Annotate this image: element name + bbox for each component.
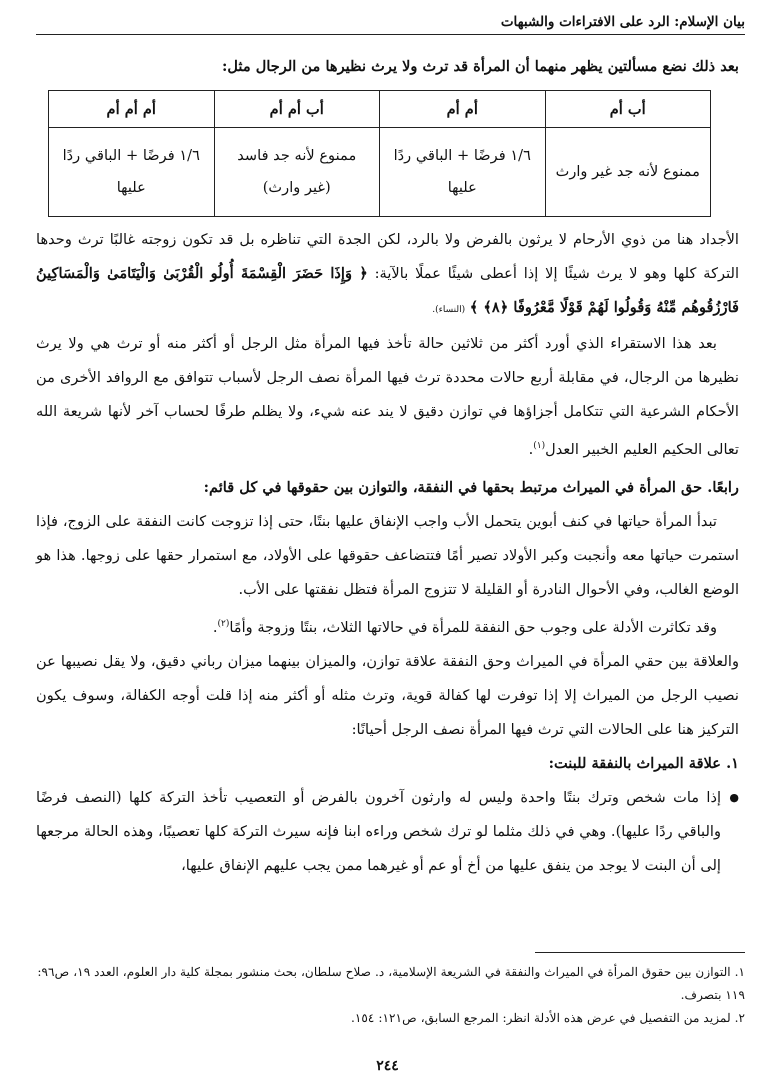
bullet-text: ● إذا مات شخص وترك بنتًا واحدة وليس له وارثون آخرون بالفرض أو التعصيب تأخذ التركة كلها (النصف فرضًا والباقي ردًا عليها). وهي في ذلك مثلما لو ترك شخص وراءه ابنا فإنه سيرث التركة كلها تعصيبًا، وهذه الحالة مرجعها إلى أن البنت لا يوجد من ينفق عليها من أخ أو عم أو غيرهما ممن يجب عليهم الإنفاق عليها، bbox=[36, 788, 721, 874]
paragraph-life-stages: تبدأ المرأة حياتها في كنف أبوين يتحمل الأب واجب الإنفاق عليها بنتًا، حتى إذا تزوجت كانت النفقة على الزوج، فإذا استمرت حياتها معه وأنجبت وكبر الأولاد تصير أمًا فتتضاعف حقوقها على الأولاد، مع استمرار حقها على زوجها. هذا هو الوضع الغالب، وفي الأحوال النادرة أو القليلة لا تتزوج المرأة فتظل نفقتها على الأب. bbox=[36, 512, 739, 598]
list-item bbox=[36, 781, 721, 883]
table-row bbox=[49, 128, 711, 217]
running-header: بيان الإسلام: الرد على الافتراءات والشبهات bbox=[36, 14, 745, 35]
paragraph-text: وقد تكاثرت الأدلة على وجوب حق النفقة للمرأة في حالاتها الثلاث، بنتًا وزوجة وأمًا bbox=[229, 618, 717, 636]
table-cell: ممنوع لأنه جد غير وارث bbox=[545, 128, 711, 217]
paragraph-balance: والعلاقة بين حقي المرأة في الميراث وحق النفقة علاقة توازن، والميزان بينهما ميزان رباني دقيق، ولا يقل نصيبها عن نصيب الرجل من الميراث إلا إذا توفرت لها كفالة قوية، وترث مثله أو أكثر منه إذا قلت أوجه الكفالة، وسوف يكون التركيز هنا على الحالات التي ترث فيها المرأة نصف الرجل أحيانًا: bbox=[36, 652, 740, 738]
page-body bbox=[36, 50, 739, 883]
paragraph-text: الأجداد هنا من ذوي الأرحام لا يرثون بالفرض ولا بالرد، لكن الجدة التي تناظره بل قد تكون زوجته غالبًا ترث وحدها التركة كلها وهو لا يرث شيئًا إلا إذا أعطى شيئًا عملًا بالآية: bbox=[36, 231, 739, 282]
sura-reference: (النساء). bbox=[432, 305, 466, 315]
intro-paragraph: بعد ذلك نضع مسألتين يظهر منهما أن المرأة قد ترث ولا يرث نظيرها من الرجال مثل: bbox=[221, 58, 739, 75]
table-cell: ١/٦ فرضًا + الباقي ردًا عليها bbox=[49, 128, 215, 217]
table-header-cell: أم أم أم bbox=[49, 91, 215, 128]
footnote-2: ٢. لمزيد من التفصيل في عرض هذه الأدلة انظر: المرجع السابق، ص١٢١: ١٥٤. bbox=[350, 1011, 745, 1025]
footnote-1: ١. التوازن بين حقوق المرأة في الميراث والنفقة في الشريعة الإسلامية، د. صلاح سلطان، بحث منشور بمجلة كلية دار العلوم، العدد ١٩، ص٩٦: ١١٩ بتصرف. bbox=[37, 965, 745, 1002]
table-header-row bbox=[49, 91, 711, 128]
footnote-ref[interactable]: (١) bbox=[533, 441, 546, 451]
bullet-list bbox=[36, 781, 739, 883]
footnotes bbox=[36, 952, 745, 1030]
table-header-cell: أم أم bbox=[380, 91, 546, 128]
quran-verse: ﴿ وَإِذَا حَضَرَ الْقِسْمَةَ أُولُو الْقُرْبَىٰ وَالْيَتَامَىٰ وَالْمَسَاكِينُ فَارْزُقُوهُم مِّنْهُ وَقُولُوا لَهُمْ قَوْلًا مَّعْرُوفًا ﴿٨﴾ ﴾ bbox=[36, 265, 739, 316]
table-cell: ممنوع لأنه جد فاسد (غير وارث) bbox=[214, 128, 380, 217]
subheading-daughter: ١. علاقة الميراث بالنفقة للبنت: bbox=[548, 754, 739, 772]
paragraph-evidence: وقد تكاثرت الأدلة على وجوب حق النفقة للمرأة في حالاتها الثلاث، بنتًا وزوجة وأمًا$^{(٢)}$. bbox=[212, 618, 717, 636]
page-number: ٢٤٤ bbox=[376, 1058, 399, 1074]
paragraph-text: بعد هذا الاستقراء الذي أورد أكثر من ثلاثين حالة تأخذ فيها المرأة مثل الرجل أو أكثر منه أو ترث هي ولا يرث نظيرها من الرجال، في مقابلة أربع حالات محددة ترث فيها المرأة نصف الرجل لأسباب تتوافق مع الروافد الأخرى من الأحكام الشرعية التي تتكامل أجزاؤها في توازن دقيق لا يند عنه شيء، ولا يظلم طرفًا لحساب آخر لأنها شريعة الله تعالى الحكيم العليم الخبير العدل bbox=[36, 335, 739, 458]
table-cell: ١/٦ فرضًا + الباقي ردًا عليها bbox=[380, 128, 546, 217]
section-heading: رابعًا. حق المرأة في الميراث مرتبط بحقها في النفقة، والتوازن بين حقوقها في كل قائم: bbox=[203, 478, 739, 496]
footnote-divider bbox=[535, 952, 745, 953]
table-header-cell: أب أم bbox=[545, 91, 711, 128]
heirs-table bbox=[48, 90, 711, 217]
paragraph-induction: بعد هذا الاستقراء الذي أورد أكثر من ثلاثين حالة تأخذ فيها المرأة مثل الرجل أو أكثر منه أو ترث هي ولا يرث نظيرها من الرجال، في مقابلة أربع حالات محددة ترث فيها المرأة نصف الرجل لأسباب تتوافق مع الروافد الأخرى من الأحكام الشرعية التي تتكامل أجزاؤها في توازن دقيق لا يند عنه شيء، ولا يظلم طرفًا لحساب آخر لأنها شريعة الله تعالى الحكيم العليم الخبير العدل$^{(١)}$. bbox=[36, 335, 739, 458]
footnote-ref[interactable]: (٢) bbox=[217, 618, 230, 629]
table-header-cell: أب أم أم bbox=[214, 91, 380, 128]
paragraph-grandparents bbox=[36, 223, 739, 327]
